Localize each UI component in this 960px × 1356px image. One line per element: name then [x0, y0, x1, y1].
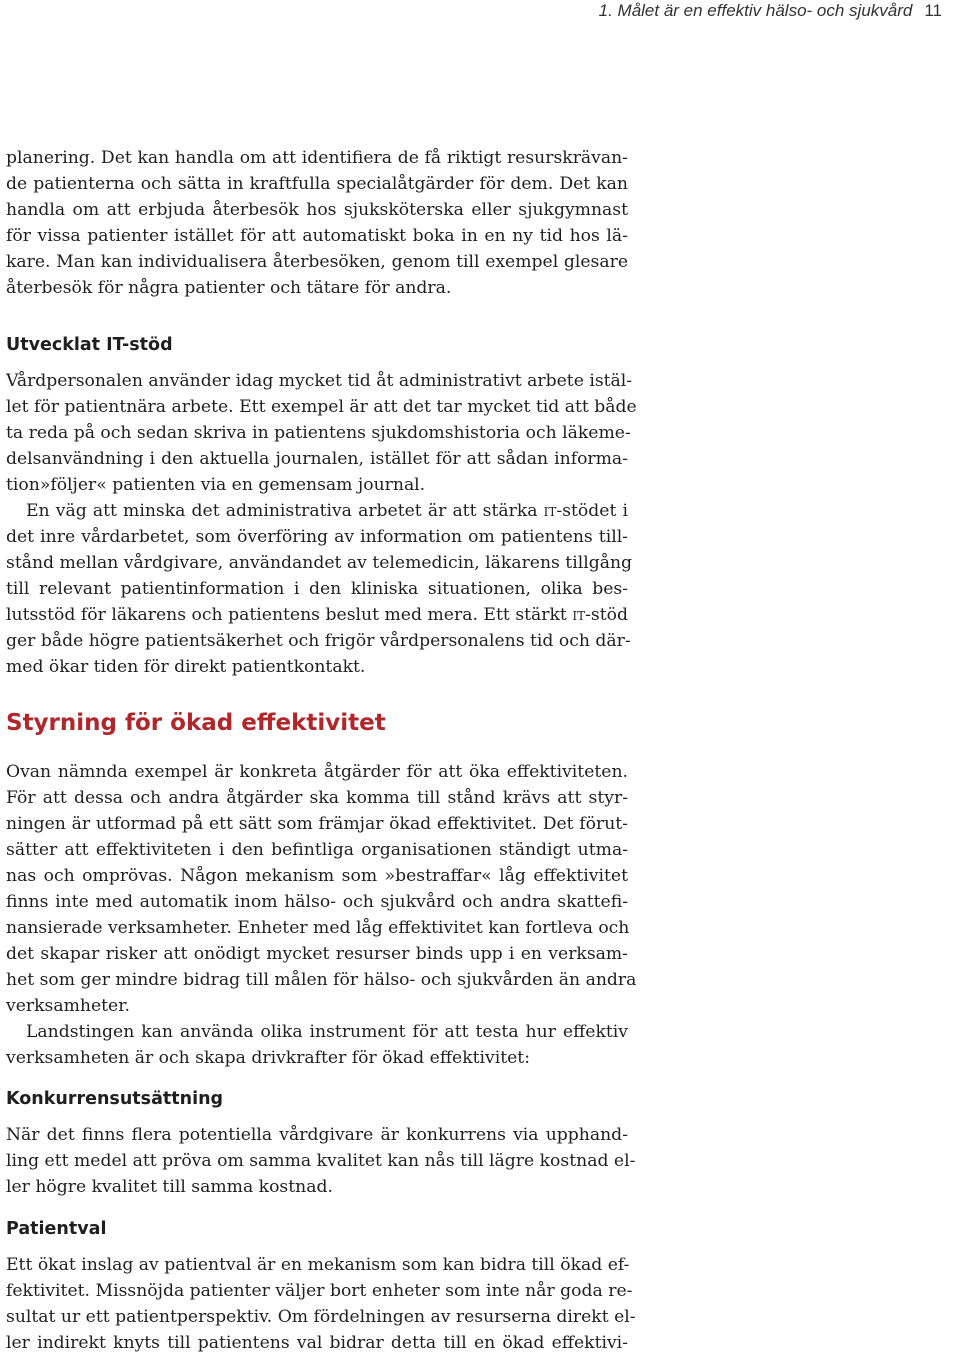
text-line: återbesök för några patienter och tätare för andra.: [6, 278, 452, 298]
body-paragraph: [6, 1122, 636, 1200]
paragraph-patientval: [6, 1252, 636, 1356]
body-paragraph: [6, 368, 637, 498]
text-line: med ökar tiden för direkt patientkontakt.: [6, 657, 366, 677]
text-line: ger både högre patientsäkerhet och frigör vårdpersonalens tid och där-: [6, 631, 631, 651]
section-heading-styrning: Styrning för ökad effektivitet: [6, 710, 386, 736]
text-line: delsanvändning i den aktuella journalen, istället för att sådan informa-: [6, 449, 628, 469]
text-line: nas och omprövas. Någon mekanism som »bestraffar« låg effektivitet: [6, 866, 628, 886]
body-paragraph: [6, 1019, 628, 1071]
body-paragraph: [6, 1252, 636, 1356]
text-line: verksamheter.: [6, 996, 130, 1016]
text-line: stånd mellan vårdgivare, användandet av telemedicin, läkarens tillgång: [6, 553, 633, 573]
body-paragraph: [6, 759, 637, 1019]
text-line: nansierade verksamheter. Enheter med låg effektivitet kan fortleva och: [6, 918, 630, 938]
text-line: handla om att erbjuda återbesök hos sjuksköterska eller sjukgymnast: [6, 200, 628, 220]
text-line: ningen är utformad på ett sätt som främjar ökad effektivitet. Det förut-: [6, 814, 628, 834]
text-line: let för patientnära arbete. Ett exempel är att det tar mycket tid att både: [6, 397, 637, 417]
page-number: 11: [924, 1, 942, 20]
text-line: finns inte med automatik inom hälso- och sjukvård och andra skattefi-: [6, 892, 628, 912]
text-line: lutsstöd för läkarens och patientens beslut med mera. Ett stärkt it-stöd: [6, 605, 628, 625]
text-line: För att dessa och andra åtgärder ska komma till stånd krävs att styr-: [6, 788, 628, 808]
body-paragraph: [6, 498, 633, 680]
text-line: ler indirekt knyts till patientens val bidrar detta till en ökad effektivi-: [6, 1333, 628, 1353]
text-line: verksamheten är och skapa drivkrafter för ökad effektivitet:: [6, 1048, 531, 1068]
subheading-patientval: Patientval: [6, 1219, 107, 1239]
text-line: ta reda på och sedan skriva in patientens sjukdomshistoria och läkeme-: [6, 423, 631, 443]
paragraph-vardpersonalen: [6, 368, 637, 680]
running-header: [599, 1, 942, 21]
text-line: det inre vårdarbetet, som överföring av information om patientens till-: [6, 527, 628, 547]
text-line: planering. Det kan handla om att identifiera de få riktigt resurskrävan-: [6, 148, 628, 168]
text-line: het som ger mindre bidrag till målen för hälso- och sjukvården än andra: [6, 970, 637, 990]
text-line: ler högre kvalitet till samma kostnad.: [6, 1177, 333, 1197]
text-line: fektivitet. Missnöjda patienter väljer bort enheter som inte når goda re-: [6, 1281, 633, 1301]
text-line: sultat ur ett patientperspektiv. Om fördelningen av resurserna direkt el-: [6, 1307, 636, 1327]
text-line: för vissa patienter istället för att automatiskt boka in en ny tid hos lä-: [6, 226, 628, 246]
running-title: 1. Målet är en effektiv hälso- och sjukvård: [598, 1, 913, 20]
paragraph-konkurrens: [6, 1122, 636, 1200]
text-line: Ovan nämnda exempel är konkreta åtgärder för att öka effektiviteten.: [6, 762, 628, 782]
text-line: En väg att minska det administrativa arbetet är att stärka it-stödet i: [26, 501, 628, 521]
text-line: ling ett medel att pröva om samma kvalitet kan nås till lägre kostnad el-: [6, 1151, 636, 1171]
text-line: det skapar risker att onödigt mycket resurser binds upp i en verksam-: [6, 944, 628, 964]
text-line: tion»följer« patienten via en gemensam journal.: [6, 475, 426, 495]
text-line: de patienterna och sätta in kraftfulla specialåtgärder för dem. Det kan: [6, 174, 628, 194]
text-line: till relevant patientinformation i den kliniska situationen, olika bes-: [6, 579, 628, 599]
text-line: Landstingen kan använda olika instrument för att testa hur effektiv: [26, 1022, 628, 1042]
paragraph-styrning: [6, 759, 637, 1071]
text-line: Ett ökat inslag av patientval är en mekanism som kan bidra till ökad ef-: [6, 1255, 630, 1275]
subheading-it-stod: Utvecklat IT-stöd: [6, 335, 173, 355]
text-line: När det finns flera potentiella vårdgivare är konkurrens via upphand-: [6, 1125, 628, 1145]
text-line: Vårdpersonalen använder idag mycket tid åt administrativt arbete istäl-: [6, 371, 633, 391]
text-line: kare. Man kan individualisera återbesöken, genom till exempel glesare: [6, 252, 628, 272]
subheading-konkurrens: Konkurrensutsättning: [6, 1089, 224, 1109]
text-line: sätter att effektiviteten i den befintliga organisationen ständigt utma-: [6, 840, 628, 860]
paragraph-planering: [6, 145, 628, 301]
body-paragraph: [6, 145, 628, 301]
